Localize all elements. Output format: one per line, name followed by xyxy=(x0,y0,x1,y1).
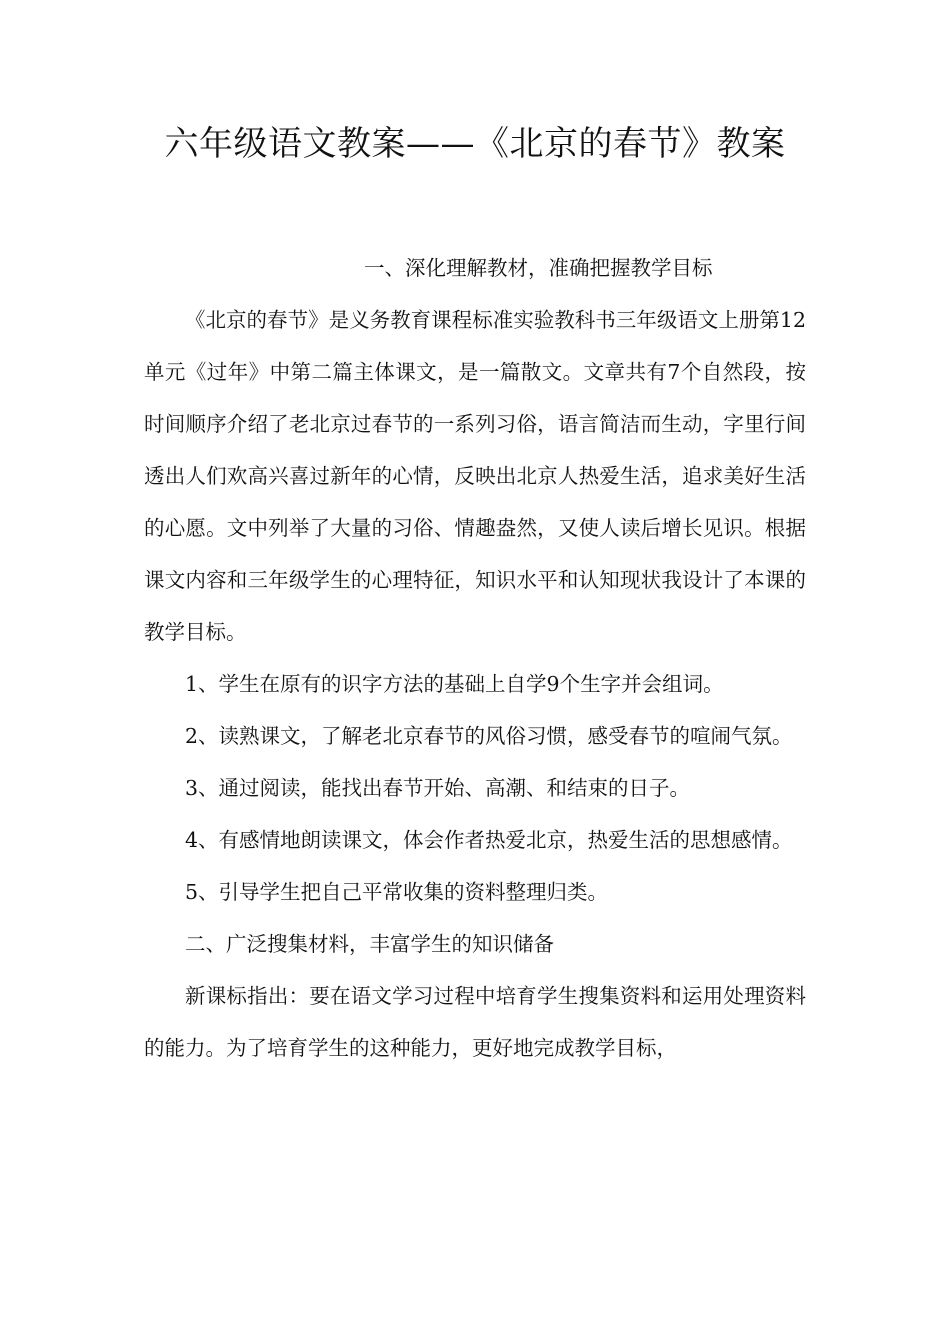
intro-paragraph: 《北京的春节》是义务教育课程标准实验教科书三年级语文上册第12单元《过年》中第二篇主体课文，是一篇散文。文章共有7个自然段，按时间顺序介绍了老北京过春节的一系列习俗，语言简洁而生动，字里行间透出人们欢高兴喜过新年的心情，反映出北京人热爱生活，追求美好生活的心愿。文中列举了大量的习俗、情趣盎然，又使人读后增长见识。根据课文内容和三年级学生的心理特征，知识水平和认知现状我设计了本课的教学目标。 xyxy=(144,308,806,644)
document-body xyxy=(144,242,806,1074)
goal-item-3: 3、通过阅读，能找出春节开始、高潮、和结束的日子。 xyxy=(185,776,691,800)
section2-paragraph: 新课标指出：要在语文学习过程中培育学生搜集资料和运用处理资料的能力。为了培育学生的这种能力，更好地完成教学目标， xyxy=(144,984,806,1060)
section-heading-1: 一、深化理解教材，准确把握教学目标 xyxy=(364,256,713,280)
document-title: 六年级语文教案——《北京的春节》教案 xyxy=(164,124,786,164)
section-heading-2: 二、广泛搜集材料，丰富学生的知识储备 xyxy=(185,932,554,956)
goal-item-1: 1、学生在原有的识字方法的基础上自学9个生字并会组词。 xyxy=(185,672,724,696)
goal-item-5: 5、引导学生把自己平常收集的资料整理归类。 xyxy=(185,880,609,904)
goal-item-4: 4、有感情地朗读课文，体会作者热爱北京，热爱生活的思想感情。 xyxy=(185,828,793,852)
goal-item-2: 2、读熟课文，了解老北京春节的风俗习惯，感受春节的喧闹气氛。 xyxy=(185,724,793,748)
